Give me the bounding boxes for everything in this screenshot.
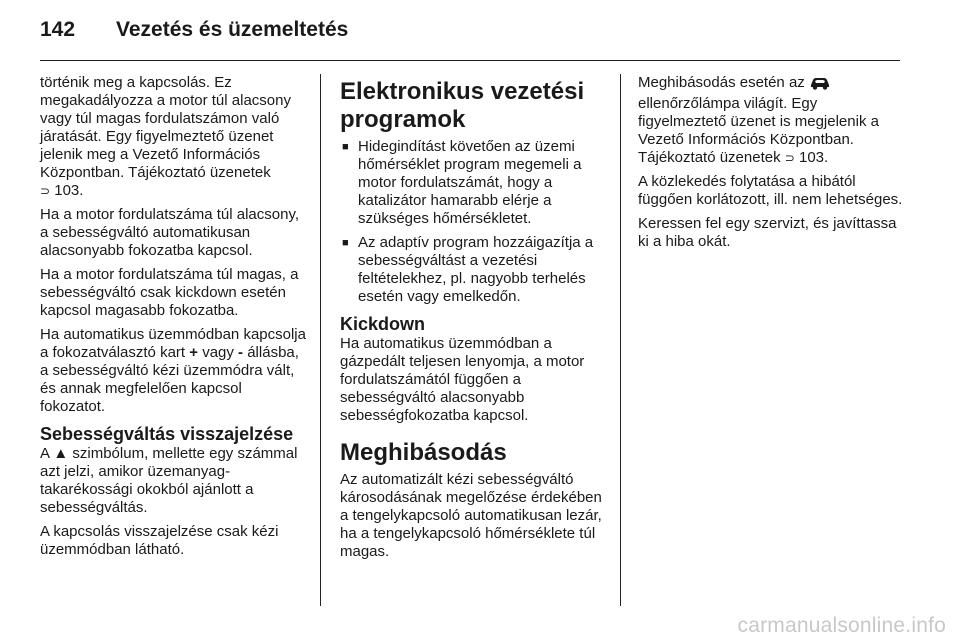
chapter-title: Vezetés és üzemeltetés [116,18,349,41]
page-reference-icon: ⊃ [784,151,795,165]
column-3 [638,74,906,257]
car-warning-icon [809,76,831,95]
paragraph: Ha a motor fordulatszáma túl magas, a sebességváltó csak kickdown esetén kapcsol magasabb fokozatba. [40,266,299,319]
paragraph: A ▲ szimbólum, mellette egy számmal azt jelzi, amikor üzemanyag-takarékossági okokból ajánlott a sebességváltás. [40,445,298,516]
page-number: 142 [40,18,76,41]
paragraph: Ha automatikus üzemmódban a gázpedált teljesen lenyomja, a motor fordulatszámától függően a sebességváltó alacsonyabb sebességfokozatba kapcsol. [340,335,585,424]
column-1 [40,74,308,565]
page-header [40,18,348,50]
paragraph: Az automatizált kézi sebességváltó károsodásának megelőzése érdekében a tengelykapcsoló automatikusan lezár, ha a tengelykapcsoló hőmérséklete túl magas. [340,471,602,560]
page-reference: 103. [799,149,829,166]
section-heading-fault: Meghibásodás [340,439,507,466]
column-divider-2 [620,74,621,606]
plus-symbol: + [189,344,199,361]
paragraph: történik meg a kapcsolás. Ez megakadályozza a motor túl alacsony vagy túl magas fordulatszámon való járatását. Egy figyelmeztető üzenet jelenik meg a Vezető Információs Központban. Tájékoztató üzenetek ⊃ 103. [40,74,291,199]
paragraph: Ha automatikus üzemmódban kapcsolja a fokozatválasztó kart + vagy - állásba, a sebességváltó kézi üzemmódra vált, és annak megfelelően kapcsol fokozatot. [40,326,306,415]
column-2 [340,74,608,567]
paragraph: Meghibásodás esetén az ellenőrzőlámpa világít. Egy figyelmeztető üzenet is megjelenik a Vezető Információs Központban. Tájékoztató üzenetek ⊃ 103. [638,74,879,166]
list-item: ■ Hidegindítást követően az üzemi hőmérséklet program megemeli a motor fordulatszámát, hogy a katalizátor hamarabb elérje a szükséges hőmérsékletet. [342,138,582,227]
section-heading-driving-programs: Elektronikus vezetési programok [340,78,585,133]
section-heading-kickdown: Kickdown [340,314,426,334]
header-divider [40,60,900,61]
list-item: ■ Az adaptív program hozzáigazítja a sebességváltást a vezetési feltételekhez, pl. nagyobb terhelés esetén vagy emelkedőn. [342,234,594,305]
bullet-list [340,138,608,306]
paragraph: A közlekedés folytatása a hibától függően korlátozott, ill. nem lehetséges. [638,173,903,208]
page-reference-icon: ⊃ [40,184,51,198]
paragraph: Ha a motor fordulatszáma túl alacsony, a sebességváltó automatikusan alacsonyabb fokozatba kapcsol. [40,206,300,259]
minus-symbol: - [238,344,244,361]
paragraph: A kapcsolás visszajelzése csak kézi üzemmódban látható. [40,523,279,558]
column-divider-1 [320,74,321,606]
square-bullet-icon: ■ [342,237,349,249]
square-bullet-icon: ■ [342,141,349,153]
triangle-up-icon: ▲ [53,445,69,462]
section-heading-shift-indicator: Sebességváltás visszajelzése [40,424,294,444]
page-reference: 103. [54,182,84,199]
watermark: carmanualsonline.info [737,614,946,637]
paragraph: Keressen fel egy szervizt, és javíttassa ki a hiba okát. [638,215,897,250]
